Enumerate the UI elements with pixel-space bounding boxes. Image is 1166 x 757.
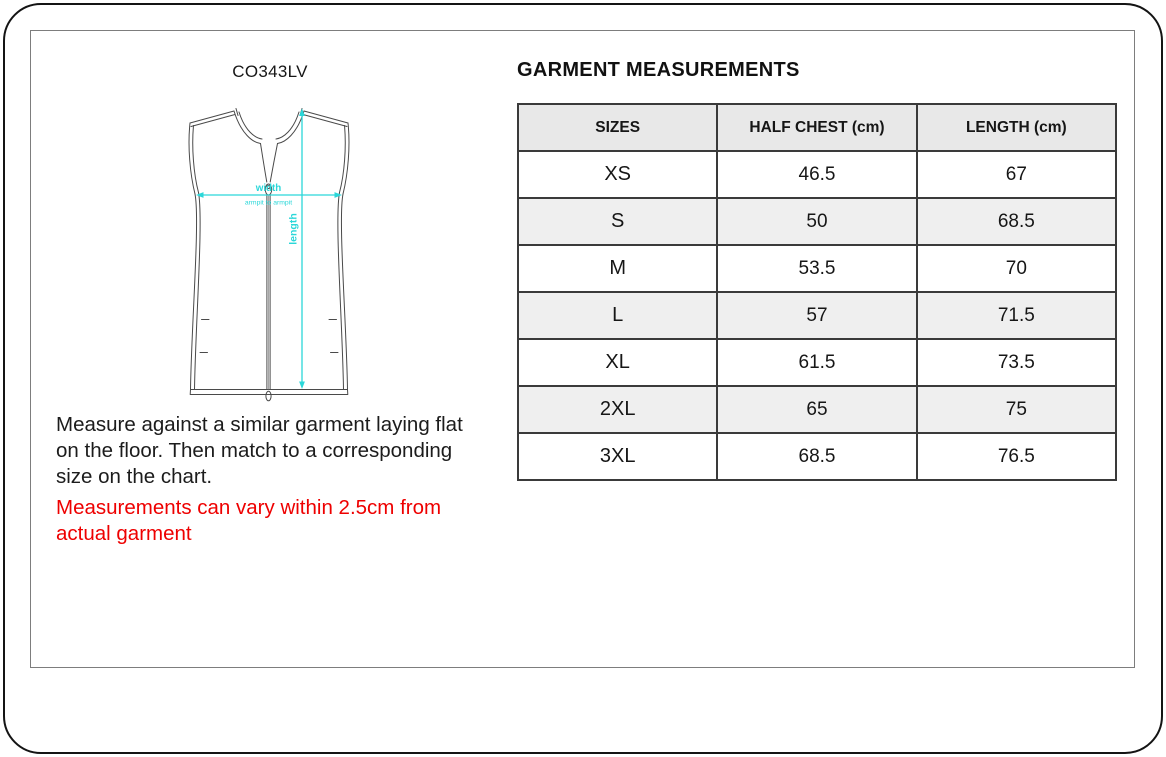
size-value: 3XL bbox=[518, 433, 717, 480]
size-value: 2XL bbox=[518, 386, 717, 433]
half-chest-value: 61.5 bbox=[717, 339, 916, 386]
table-row bbox=[518, 245, 1116, 292]
header-row bbox=[518, 104, 1116, 151]
instruction-line: size on the chart. bbox=[56, 464, 213, 488]
tolerance-warning bbox=[56, 495, 526, 547]
length-value: 75 bbox=[917, 386, 1116, 433]
table-row bbox=[518, 151, 1116, 198]
table-row bbox=[518, 198, 1116, 245]
length-value: 70 bbox=[917, 245, 1116, 292]
table-row bbox=[518, 339, 1116, 386]
armpit-to-armpit-label: armpit to armpit bbox=[244, 199, 293, 207]
column-header-sizes: SIZES bbox=[518, 104, 717, 151]
half-chest-value: 50 bbox=[717, 198, 916, 245]
size-value: XS bbox=[518, 151, 717, 198]
product-code: CO343LV bbox=[232, 62, 308, 81]
half-chest-value: 57 bbox=[717, 292, 916, 339]
measuring-instructions bbox=[56, 412, 526, 547]
warning-line: actual garment bbox=[56, 522, 192, 546]
half-chest-value: 53.5 bbox=[717, 245, 916, 292]
length-value: 67 bbox=[917, 151, 1116, 198]
length-label: length bbox=[287, 213, 300, 245]
table-row bbox=[518, 433, 1116, 480]
instruction-line: Measure against a similar garment laying flat bbox=[56, 413, 463, 436]
length-value: 73.5 bbox=[917, 339, 1116, 386]
length-value: 76.5 bbox=[917, 433, 1116, 480]
size-value: M bbox=[518, 245, 717, 292]
garment-diagram bbox=[165, 98, 375, 410]
vest-outline-drawing bbox=[189, 109, 349, 401]
table-title: GARMENT MEASUREMENTS bbox=[517, 59, 800, 81]
length-value: 68.5 bbox=[917, 198, 1116, 245]
size-value: L bbox=[518, 292, 717, 339]
column-header-half-chest: HALF CHEST (cm) bbox=[717, 104, 916, 151]
size-chart-table bbox=[517, 103, 1117, 481]
width-label: width bbox=[255, 183, 282, 194]
half-chest-value: 65 bbox=[717, 386, 916, 433]
warning-line: Measurements can vary within 2.5cm from bbox=[56, 496, 442, 520]
length-measure-arrow bbox=[299, 109, 305, 390]
half-chest-value: 68.5 bbox=[717, 433, 916, 480]
size-value: XL bbox=[518, 339, 717, 386]
column-header-length: LENGTH (cm) bbox=[917, 104, 1116, 151]
half-chest-value: 46.5 bbox=[717, 151, 916, 198]
table-row bbox=[518, 386, 1116, 433]
length-value: 71.5 bbox=[917, 292, 1116, 339]
instruction-line: on the floor. Then match to a corresponding bbox=[56, 438, 453, 462]
size-value: S bbox=[518, 198, 717, 245]
table-row bbox=[518, 292, 1116, 339]
